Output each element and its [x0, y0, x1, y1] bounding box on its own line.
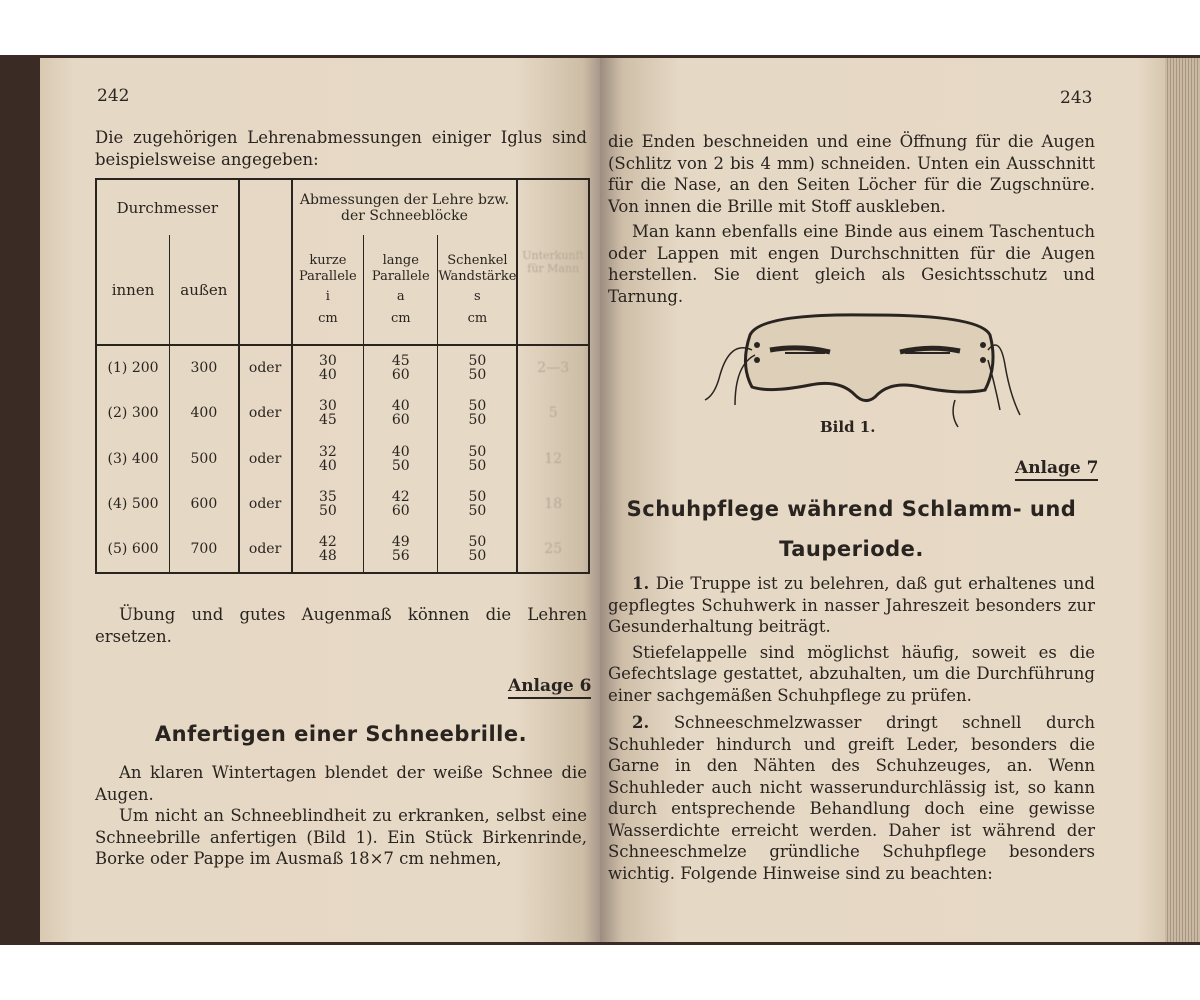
header-a: [364, 235, 438, 345]
cell-a: 49 56: [364, 527, 438, 573]
after-table-paragraph: Übung und gutes Augenmaß können die Lehren ersetzen.: [95, 605, 587, 646]
schuhpflege-text: [608, 573, 1095, 884]
item-1: [608, 573, 1095, 638]
cell-aussen: 300: [170, 345, 239, 391]
cell-s: 50 50: [438, 482, 518, 528]
table-row: [96, 436, 589, 482]
header-i: [292, 235, 364, 345]
cell-s: 50 50: [438, 345, 518, 391]
cell-aussen: 500: [170, 436, 239, 482]
section-heading-schuhpflege-2: Tauperiode.: [779, 537, 924, 561]
paragraph: die Enden beschneiden und eine Öffnung für die Augen (Schlitz von 2 bis 4 mm) schneiden. Unten ein Ausschnitt für die Nase, an den Seiten Löcher für die Zugschnüre. Von innen die Brille mit Stoff auskleben.: [608, 132, 1095, 216]
item-2: [608, 712, 1095, 884]
cell-oder: oder: [239, 436, 292, 482]
cell-aussen: 700: [170, 527, 239, 573]
header-unterkunft: Unterkunft für Mann: [517, 179, 589, 345]
page-edges: [1165, 58, 1200, 942]
cell-mann: 18: [517, 482, 589, 528]
cell-oder: oder: [239, 345, 292, 391]
cell-a: 40 50: [364, 436, 438, 482]
table-row: [96, 391, 589, 437]
snow-goggles-illustration: [700, 305, 1030, 435]
cell-i: 35 50: [292, 482, 364, 528]
header-a-label: lange Parallele: [371, 252, 430, 284]
intro-text: Die zugehörigen Lehrenabmessungen einiger Iglus sind beispielsweise angegeben:: [95, 128, 587, 169]
schneebrille-text: [95, 762, 587, 870]
iglu-dimensions-table: [95, 178, 590, 574]
cell-mann: 12: [517, 436, 589, 482]
page-number: 242: [97, 86, 130, 106]
header-i-unit: cm: [318, 310, 338, 326]
cell-a: 45 60: [364, 345, 438, 391]
cell-innen: (4) 500: [107, 496, 159, 513]
after-table-text: [95, 604, 587, 647]
anlage-6-label: Anlage 6: [508, 676, 591, 699]
cell-oder: oder: [239, 391, 292, 437]
cell-s: 50 50: [438, 391, 518, 437]
cell-i: 30 45: [292, 391, 364, 437]
cell-mann: 2—3: [517, 345, 589, 391]
page-number: 243: [1060, 88, 1093, 108]
header-a-unit: cm: [390, 310, 411, 326]
cell-i: 32 40: [292, 436, 364, 482]
cell-s: 50 50: [438, 527, 518, 573]
header-s-symbol: s: [474, 288, 481, 304]
header-s-label: Schenkel Wandstärke: [438, 252, 517, 284]
header-s: [438, 235, 518, 345]
header-aussen: außen: [170, 235, 239, 345]
header-s-unit: cm: [467, 310, 488, 326]
cell-innen: (5) 600: [107, 541, 159, 558]
cell-i: 30 40: [292, 345, 364, 391]
header-abmessungen: Abmessungen der Lehre bzw. der Schneeblöcke: [292, 179, 518, 235]
section-heading-schuhpflege-1: Schuhpflege während Schlamm- und: [626, 497, 1077, 521]
header-a-symbol: a: [396, 288, 405, 304]
paragraph: An klaren Wintertagen blendet der weiße Schnee die Augen.: [95, 763, 587, 804]
right-intro-text: [608, 131, 1095, 307]
cell-aussen: 400: [170, 391, 239, 437]
paragraph: Man kann ebenfalls eine Binde aus einem Taschentuch oder Lappen mit engen Durchschnitten für die Augen herstellen. Sie dient gleich als Gesichtsschutz und Tarnung.: [608, 222, 1095, 306]
header-i-symbol: i: [325, 288, 330, 304]
cell-i: 42 48: [292, 527, 364, 573]
cell-aussen: 600: [170, 482, 239, 528]
cell-oder: oder: [239, 482, 292, 528]
cell-oder: oder: [239, 527, 292, 573]
item-text: Schneeschmelzwasser dringt schnell durch Schuhleder hindurch und greift Leder, besonders die Garne in den Nähten des Schuhzeuges, an. Wenn Schuhleder auch nicht wasserundurchlässig ist, so kann durch entsprechende Behandlung doch eine gewisse Wasserdichte erreicht werden. Daher ist während der Schneeschmelze gründliche Schuhpflege besonders wichtig. Folgende Hinweise sind zu beachten:: [608, 713, 1095, 883]
cell-innen: (2) 300: [107, 405, 159, 422]
figure-caption: Bild 1.: [820, 418, 876, 436]
header-innen: innen: [96, 235, 170, 345]
cell-innen: (1) 200: [107, 360, 159, 377]
item-text: Die Truppe ist zu belehren, daß gut erhaltenes und gepflegtes Schuhwerk in nasser Jahreszeit besonders zur Gesunderhaltung beiträgt.: [608, 574, 1095, 636]
cell-mann: 25: [517, 527, 589, 573]
cell-a: 40 60: [364, 391, 438, 437]
header-i-label: kurze Parallele: [299, 252, 357, 284]
cell-innen: (3) 400: [107, 450, 159, 467]
anlage-7-label: Anlage 7: [1015, 458, 1098, 481]
cell-a: 42 60: [364, 482, 438, 528]
table-row: [96, 345, 589, 391]
cell-mann: 5: [517, 391, 589, 437]
header-durchmesser: Durchmesser: [116, 198, 219, 217]
paragraph: Stiefelappelle sind möglichst häufig, soweit es die Gefechtslage gestattet, abzuhalten, um die Durchführung einer sachgemäßen Schuhpflege zu prüfen.: [608, 642, 1095, 705]
item-number: 1.: [632, 574, 650, 593]
paragraph: Um nicht an Schneeblindheit zu erkranken, selbst eine Schneebrille anfertigen (Bild 1). Ein Stück Birkenrinde, Borke oder Pappe im Ausmaß 18×7 cm nehmen,: [95, 806, 587, 868]
table-row: [96, 482, 589, 528]
table-row: [96, 527, 589, 573]
section-heading-schneebrille: Anfertigen einer Schneebrille.: [154, 722, 528, 746]
cell-s: 50 50: [438, 436, 518, 482]
item-number: 2.: [632, 713, 650, 732]
